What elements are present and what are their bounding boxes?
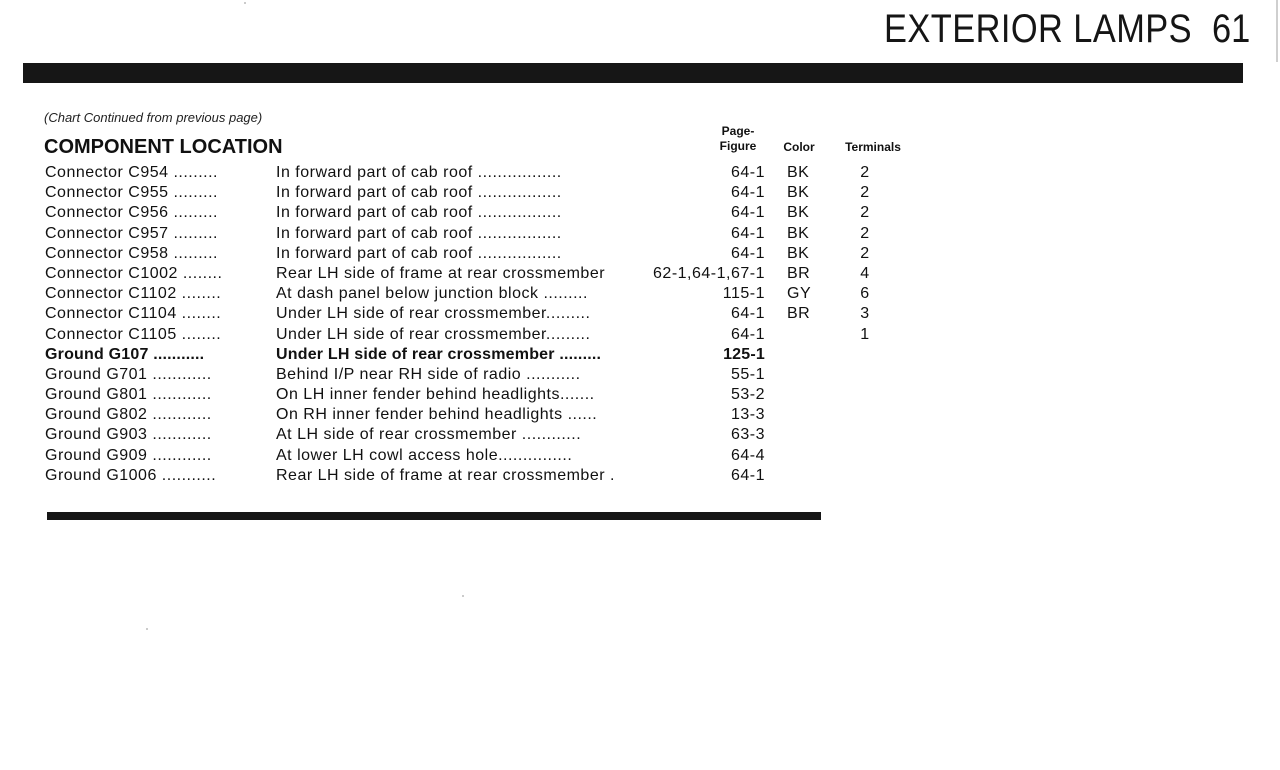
page-figure: 53-2 [730,386,765,404]
page-figure: 13-3 [730,406,765,424]
page-figure: 115-1 [722,285,765,303]
component-location: Under LH side of rear crossmember......... [276,305,591,323]
component-location-table [45,163,945,486]
page-figure: 63-3 [730,426,765,444]
table-row [45,365,945,385]
component-name: Connector C954 ......... [45,164,218,181]
page-figure: 55-1 [730,365,765,383]
page-figure: 64-1 [730,466,765,484]
column-header-terminals: Terminals [845,140,901,154]
table-row [45,244,945,264]
wire-color: BK [787,164,810,181]
wire-color: BR [787,305,811,323]
terminal-count: 6 [860,285,870,303]
continued-note: (Chart Continued from previous page) [44,110,263,125]
footer-rule [47,512,821,520]
wire-color: BK [787,244,810,262]
component-location: In forward part of cab roof ................. [276,224,562,242]
component-name: Ground G107 ........... [45,345,205,363]
terminal-count: 1 [860,325,870,343]
component-location: In forward part of cab roof ................. [276,204,562,222]
table-row [45,163,945,183]
table-row [45,304,945,324]
header-rule [23,63,1243,83]
component-name: Connector C956 ......... [45,204,218,222]
table-row [45,224,945,244]
terminal-count: 2 [860,224,870,242]
wire-color: BK [787,204,810,222]
component-location: Under LH side of rear crossmember ......... [276,345,602,363]
page-number: 61 [1212,7,1251,51]
component-location: At LH side of rear crossmember ............ [276,426,582,444]
column-header-page-figure-line2: Figure [719,139,757,153]
table-row [45,203,945,223]
table-row [45,284,945,304]
table-row [45,325,945,345]
component-name: Connector C957 ......... [45,224,218,242]
component-name: Ground G909 ............ [45,446,212,464]
component-name: Connector C1104 ........ [45,305,222,323]
table-row [45,183,945,203]
component-name: Connector C1102 ........ [45,285,222,303]
column-header-page-figure [710,124,766,154]
component-location: Rear LH side of frame at rear crossmember [276,264,606,282]
component-location: At lower LH cowl access hole............... [276,446,573,464]
terminal-count: 2 [860,204,870,222]
column-header-color: Color [783,140,815,154]
component-location: Rear LH side of frame at rear crossmember . [276,466,615,484]
component-location: In forward part of cab roof ................. [276,164,562,181]
component-name: Ground G1006 ........... [45,466,217,484]
component-location: Under LH side of rear crossmember......... [276,325,591,343]
page-figure: 64-1 [730,224,765,242]
component-location: At dash panel below junction block ......... [276,285,588,303]
table-row [45,345,945,365]
page-figure: 64-1 [730,204,765,222]
terminal-count: 2 [860,244,870,262]
table-row [45,405,945,425]
table-row [45,264,945,284]
section-title: COMPONENT LOCATION [44,136,283,158]
component-location: Behind I/P near RH side of radio ........... [276,365,581,383]
wire-color: BR [787,264,811,282]
component-name: Ground G903 ............ [45,426,212,444]
component-location: On LH inner fender behind headlights....... [276,386,595,404]
wire-color: BK [787,224,810,242]
column-header-page-figure-line1: Page- [721,124,755,138]
page-figure: 64-1 [730,164,765,181]
scan-speck [146,628,148,630]
scan-speck [462,595,464,597]
wire-color: GY [787,285,812,303]
table-row [45,385,945,405]
page-figure: 62-1,64-1,67-1 [653,264,765,282]
page-figure: 64-1 [730,305,765,323]
page-figure: 64-4 [730,446,765,464]
table-row [45,425,945,445]
page-edge-line [1276,0,1278,62]
component-name: Ground G802 ............ [45,406,212,424]
page-figure: 64-1 [730,184,765,202]
page-figure: 64-1 [730,325,765,343]
terminal-count: 4 [860,264,870,282]
component-name: Connector C958 ......... [45,244,218,262]
scan-speck [244,2,246,4]
component-name: Connector C955 ......... [45,184,218,202]
component-name: Connector C1002 ........ [45,264,223,282]
component-name: Connector C1105 ........ [45,325,222,343]
component-location: In forward part of cab roof ................. [276,184,562,202]
terminal-count: 2 [860,164,870,181]
table-row [45,466,945,486]
component-location: On RH inner fender behind headlights ...... [276,406,598,424]
wire-color: BK [787,184,810,202]
table-row [45,446,945,466]
terminal-count: 2 [860,184,870,202]
page-title: EXTERIOR LAMPS [884,7,1193,51]
page-figure: 125-1 [723,345,765,363]
terminal-count: 3 [860,305,870,323]
page-figure: 64-1 [730,244,765,262]
component-location: In forward part of cab roof ................. [276,244,562,262]
component-name: Ground G801 ............ [45,386,212,404]
component-name: Ground G701 ............ [45,365,212,383]
